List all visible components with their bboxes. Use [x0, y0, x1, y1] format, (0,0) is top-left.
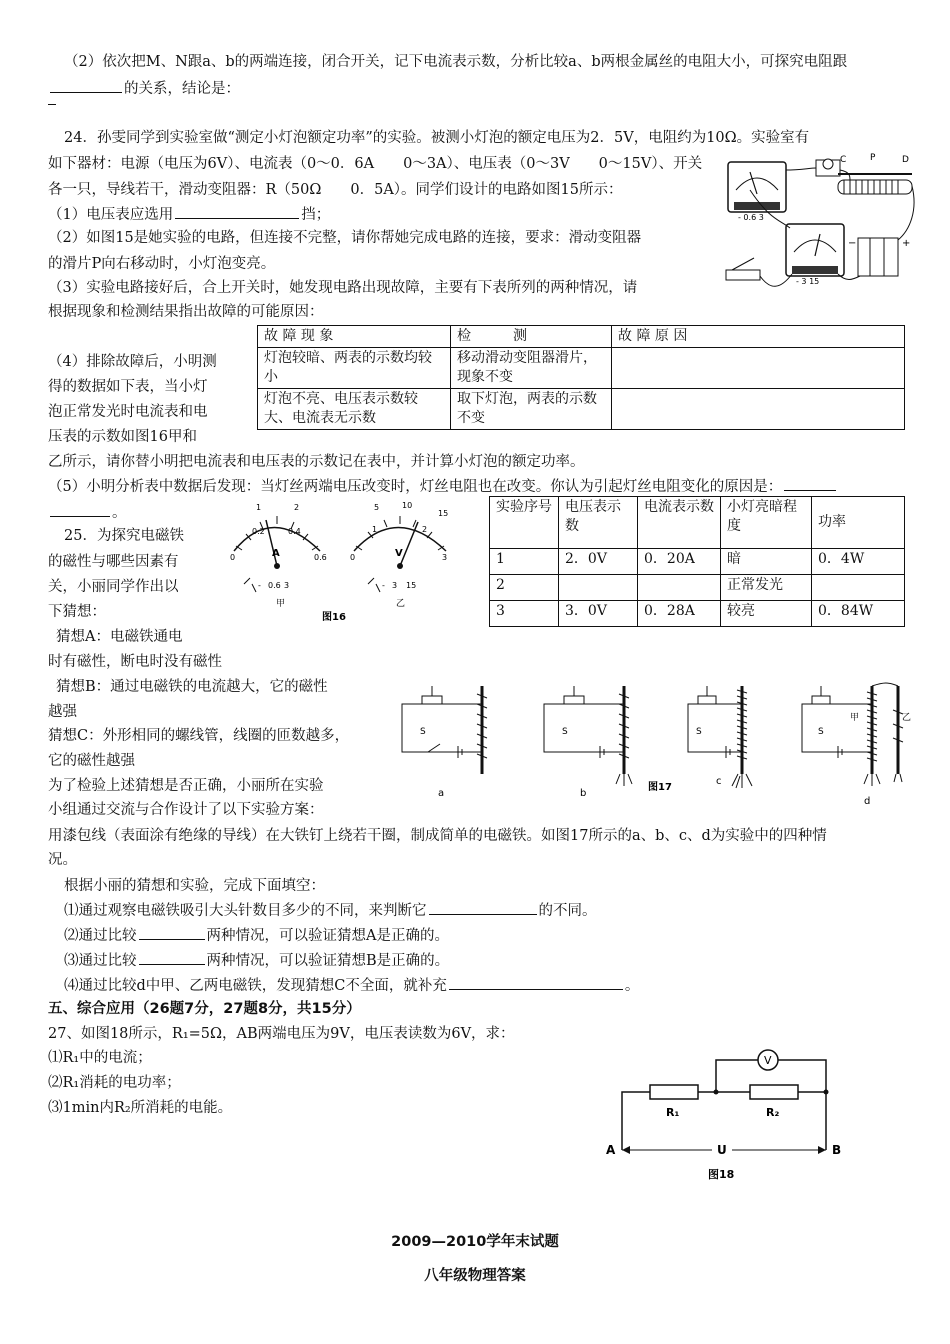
fig16-right-sub: 乙 — [396, 599, 406, 609]
voltmeter-scale-ticks — [356, 516, 444, 550]
blank-voltmeter-range[interactable] — [175, 204, 299, 219]
q27-sub1: ⑴R₁中的电流； — [48, 1050, 152, 1066]
fault-row2-cause[interactable] — [612, 389, 905, 430]
q25-check-line2: 小组通过交流与合作设计了以下实验方案： — [48, 802, 324, 818]
blank-resistance-cause-a[interactable] — [784, 476, 836, 491]
svg-text:a: a — [438, 788, 445, 799]
blank-guess-b-cases[interactable] — [139, 950, 205, 965]
guess-a-line1: 猜想A：电磁铁通电 — [56, 629, 183, 645]
ammeter-tick-02: 0.2 — [252, 527, 265, 536]
voltmeter-top-10: 10 — [402, 501, 413, 510]
fault-header-phenomenon: 故 障 现 象 — [258, 326, 451, 348]
blank-resistance-relation[interactable] — [50, 78, 122, 93]
ammeter-tick-04: 0.4 — [288, 527, 301, 536]
voltmeter-term-15: 15 — [406, 581, 417, 590]
fig16-caption: 图16 — [322, 612, 346, 623]
q24-part4-line3: 泡正常发光时电流表和电 — [48, 404, 208, 420]
voltmeter-tick-1: 1 — [372, 525, 378, 534]
fig17-circuit-c — [688, 686, 752, 788]
figure-16-meters — [222, 496, 472, 626]
q24-part4-line2: 得的数据如下表，当小灯 — [48, 379, 208, 395]
data-row2-current[interactable] — [638, 575, 721, 601]
q25-fill-3: ⑶通过比较 两种情况，可以验证猜想B是正确的。 — [64, 950, 449, 971]
q25-method-line2: 况。 — [48, 852, 77, 868]
fault-row1-phenomenon: 灯泡较暗、两表的示数均较小 — [258, 348, 451, 389]
q23-part2-line1: （2）依次把M、N跟a、b的两端连接，闭合开关，记下电流表示数，分析比较a、b两根金属丝的电阻大小，可探究电阻跟 — [64, 54, 848, 70]
data-table — [489, 496, 905, 627]
fault-header-check: 检 测 — [451, 326, 612, 348]
data-row3-brightness: 较亮 — [721, 601, 812, 627]
data-row1-brightness: 暗 — [721, 549, 812, 575]
q25-line4: 下猜想： — [48, 604, 106, 620]
svg-text:d: d — [864, 796, 871, 807]
svg-text:c: c — [716, 776, 722, 787]
data-header-brightness: 小灯亮暗程度 — [721, 497, 812, 549]
data-header-trial: 实验序号 — [490, 497, 559, 549]
data-row2-voltage[interactable] — [559, 575, 638, 601]
data-header-voltage: 电压表示数 — [559, 497, 638, 549]
fault-row2-phenomenon: 灯泡不亮、电压表示数较大、电流表无示数 — [258, 389, 451, 430]
data-row3-current: 0．28A — [638, 601, 721, 627]
data-row2-trial: 2 — [490, 575, 559, 601]
q25-check-line1: 为了检验上述猜想是否正确，小丽所在实验 — [48, 778, 324, 794]
svg-text:P: P — [870, 153, 876, 163]
q27-line1: 27、如图18所示，R₁=5Ω，AB两端电压为9V，电压表读数为6V，求： — [48, 1026, 515, 1042]
voltmeter-top-5: 5 — [374, 503, 380, 512]
data-row2-brightness: 正常发光 — [721, 575, 812, 601]
data-row1-trial: 1 — [490, 549, 559, 575]
fig18-voltmeter-label: V — [764, 1054, 772, 1067]
q25-line2: 的磁性与哪些因素有 — [48, 554, 179, 570]
ammeter-scale-ticks — [236, 516, 318, 550]
resistor-r1 — [650, 1085, 698, 1099]
data-header-current: 电流表示数 — [638, 497, 721, 549]
resistor-r2 — [750, 1085, 798, 1099]
voltmeter-top-15: 15 — [438, 509, 449, 518]
data-row1-power: 0．4W — [812, 549, 905, 575]
fig17-circuit-d — [802, 683, 911, 807]
blank-resistance-cause-b[interactable] — [50, 502, 110, 517]
data-header-power: 功率 — [812, 497, 905, 549]
q23-part2-line2: 的关系，结论是： — [48, 78, 240, 99]
blank-guess-a-cases[interactable] — [139, 925, 205, 940]
guess-c-line1: 猜想C：外形相同的螺线管，线圈的匝数越多， — [48, 728, 350, 744]
q25-line3: 关，小丽同学作出以 — [48, 579, 179, 595]
guess-b-line1: 猜想B：通过电磁铁的电流越大，它的磁性 — [56, 679, 328, 695]
svg-text:+: + — [902, 238, 911, 249]
figure-18-circuit — [600, 1040, 870, 1190]
guess-a-line2: 时有磁性，断电时没有磁性 — [48, 654, 222, 670]
ammeter-term-06: 0.6 — [268, 581, 281, 590]
q24-part4-line5: 乙所示，请你替小明把电流表和电压表的示数记在表中，并计算小灯泡的额定功率。 — [48, 454, 585, 470]
voltmeter-term-neg: - — [382, 581, 385, 590]
voltmeter-term-3: 3 — [392, 581, 398, 590]
data-row3-power: 0．84W — [812, 601, 905, 627]
fault-row1-cause[interactable] — [612, 348, 905, 389]
svg-text:S: S — [696, 727, 702, 737]
svg-text:−: − — [848, 238, 857, 249]
q25-fill-2: ⑵通过比较 两种情况，可以验证猜想A是正确的。 — [64, 925, 449, 946]
ammeter-top-2: 2 — [294, 503, 300, 512]
fig16-left-sub: 甲 — [276, 599, 286, 609]
q25-method-line1: 用漆包线（表面涂有绝缘的导线）在大铁钉上绕若干圈，制成简单的电磁铁。如图17所示的a、b、c、d为实验中的四种情 — [48, 828, 827, 844]
data-row3-trial: 3 — [490, 601, 559, 627]
fault-row1-check: 移动滑动变阻器滑片，现象不变 — [451, 348, 612, 389]
fig17-circuit-a — [402, 686, 487, 799]
svg-text:甲: 甲 — [850, 713, 860, 723]
fault-row2-check: 取下灯泡，两表的示数不变 — [451, 389, 612, 430]
fig18-r2-label: R₂ — [766, 1106, 780, 1119]
svg-text:乙: 乙 — [902, 713, 912, 723]
fig18-a-label: A — [606, 1143, 616, 1157]
q25-fill-intro: 根据小丽的猜想和实验，完成下面填空： — [64, 878, 325, 894]
svg-text:b: b — [580, 788, 587, 799]
fig18-b-label: B — [832, 1143, 842, 1157]
q24-part3-line2: 根据现象和检测结果指出故障的可能原因： — [48, 304, 324, 320]
section-5-title: 五、综合应用（26题7分，27题8分，共15分） — [48, 1001, 361, 1017]
ammeter-term-3: 3 — [284, 581, 290, 590]
q25-fill-4: ⑷通过比较d中甲、乙两电磁铁，发现猜想C不全面，就补充 。 — [64, 975, 639, 996]
svg-text:S: S — [818, 727, 824, 737]
fig18-caption: 图18 — [708, 1168, 735, 1181]
data-row3-voltage: 3．0V — [559, 601, 638, 627]
voltmeter-tick-3: 3 — [442, 553, 448, 562]
guess-c-line2: 它的磁性越强 — [48, 753, 135, 769]
q24-part4-line4: 压表的示数如图16甲和 — [48, 429, 197, 445]
q24-part2-line1: （2）如图15是她实验的电路，但连接不完整，请你帮她完成电路的连接，要求：滑动变阻器 — [48, 230, 642, 246]
voltmeter-tick-2: 2 — [422, 525, 428, 534]
q24-intro-line3: 各一只，导线若干，滑动变阻器：R（50Ω 0．5A）。同学们设计的电路如图15所示： — [48, 182, 623, 198]
ammeter-top-1: 1 — [256, 503, 262, 512]
svg-text:- 3 15: - 3 15 — [796, 277, 820, 286]
svg-text:C: C — [840, 155, 847, 165]
figure-15-apparatus — [720, 150, 920, 310]
ammeter-unit: A — [272, 548, 280, 559]
svg-text:D: D — [902, 155, 909, 165]
ammeter-term-neg: - — [258, 581, 261, 590]
q24-part3-line1: （3）实验电路接好后，合上开关时，她发现电路出现故障，主要有下表所列的两种情况，请 — [48, 280, 638, 296]
stray-mark — [48, 104, 56, 105]
fig17-circuit-b — [544, 686, 632, 799]
q24-intro-line2: 如下器材：电源（电压为6V）、电流表（0～0．6A 0～3A）、电压表（0～3V 0～15V）、开关 — [48, 156, 703, 172]
q27-sub2: ⑵R₁消耗的电功率； — [48, 1075, 181, 1091]
ammeter-tick-0: 0 — [230, 553, 236, 562]
q25-fill-1: ⑴通过观察电磁铁吸引大头针数目多少的不同，来判断它 的不同。 — [64, 900, 597, 921]
q25-line1: 25．为探究电磁铁 — [64, 528, 184, 544]
answer-subtitle: 八年级物理答案 — [424, 1268, 526, 1284]
voltmeter-tick-0: 0 — [350, 553, 356, 562]
fault-header-cause: 故 障 原 因 — [612, 326, 905, 348]
q24-part5-line2: 。 — [48, 502, 127, 523]
guess-b-line2: 越强 — [48, 704, 77, 720]
q24-part1: （1）电压表应选用 挡； — [48, 204, 330, 225]
q24-intro-line1: 24．孙雯同学到实验室做“测定小灯泡额定功率”的实验。被测小灯泡的额定电压为2．5V，电阻约为10Ω。实验室有 — [64, 130, 810, 146]
fig17-caption: 图17 — [648, 782, 672, 793]
q24-part5-line1: （5）小明分析表中数据后发现：当灯丝两端电压改变时，灯丝电阻也在改变。你认为引起灯丝电阻变化的原因是： — [48, 476, 838, 497]
figure-17-electromagnets — [398, 680, 910, 810]
data-row1-current: 0．20A — [638, 549, 721, 575]
svg-text:S: S — [420, 727, 426, 737]
voltmeter-unit: V — [395, 548, 403, 559]
blank-guess-c-supplement[interactable] — [449, 975, 623, 990]
fig18-r1-label: R₁ — [666, 1106, 680, 1119]
q27-sub3: ⑶1min内R₂所消耗的电能。 — [48, 1100, 233, 1116]
svg-text:- 0.6 3: - 0.6 3 — [738, 213, 764, 222]
q24-part2-line2: 的滑片P向右移动时，小灯泡变亮。 — [48, 256, 276, 272]
fig18-u-label: U — [717, 1143, 727, 1157]
blank-magnetism-strength[interactable] — [429, 900, 537, 915]
ammeter-tick-06: 0.6 — [314, 553, 327, 562]
fault-table — [257, 325, 905, 430]
svg-text:S: S — [562, 727, 568, 737]
answer-title: 2009—2010学年末试题 — [391, 1234, 559, 1250]
data-row1-voltage: 2．0V — [559, 549, 638, 575]
q24-part4-line1: （4）排除故障后，小明测 — [48, 354, 217, 370]
data-row2-power[interactable] — [812, 575, 905, 601]
